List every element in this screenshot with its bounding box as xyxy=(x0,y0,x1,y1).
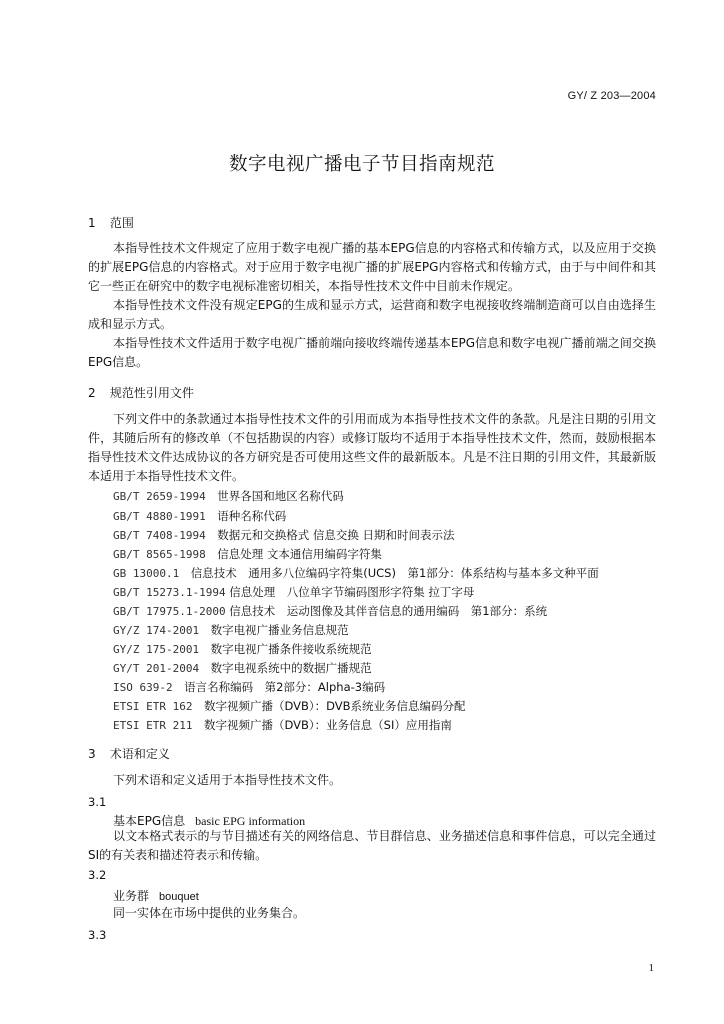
term-number: 3.1 xyxy=(88,795,107,809)
reference-name: 信息处理 八位单字节编码图形字符集 拉丁字母 xyxy=(229,585,475,599)
reference-name: 数字视频广播（DVB）：业务信息（SI）应用指南 xyxy=(203,718,452,732)
term-heading xyxy=(113,887,199,904)
reference-name: 数字电视广播业务信息规范 xyxy=(210,623,349,637)
reference-code: ETSI ETR 211 xyxy=(113,719,193,732)
reference-name: 数字电视系统中的数据广播规范 xyxy=(210,661,372,675)
scope-paragraph-3: 本指导性技术文件适用于数字电视广播前端向接收终端传递基本EPG信息和数字电视广播前端之间交换EPG信息。 xyxy=(88,336,656,369)
reference-code: ISO 639-2 xyxy=(113,681,173,694)
reference-item xyxy=(113,698,466,714)
reference-item xyxy=(113,527,455,543)
scope-paragraph-2: 本指导性技术文件没有规定EPG的生成和显示方式，运营商和数字电视接收终端制造商可以自由选择生成和显示方式。 xyxy=(88,298,656,331)
section-title: 术语和定义 xyxy=(109,747,170,761)
reference-item xyxy=(113,641,372,657)
page-number: 1 xyxy=(648,962,654,974)
scope-paragraph-1: 本指导性技术文件规定了应用于数字电视广播的基本EPG信息的内容格式和传输方式，以及应用于交换的扩展EPG信息的内容格式。对于应用于数字电视广播的扩展EPG内容格式和传输方式，由于与中间件和其它一些正在研究中的数字电视标准密切相关，本指导性技术文件中目前未作规定。 xyxy=(88,241,656,293)
reference-name: 信息技术 通用多八位编码字符集(UCS) 第1部分：体系结构与基本多文种平面 xyxy=(190,566,599,580)
section-heading-terms xyxy=(88,745,170,762)
reference-item xyxy=(113,603,547,619)
reference-name: 数字视频广播（DVB）：DVB系统业务信息编码分配 xyxy=(203,699,466,713)
document-title: 数字电视广播电子节目指南规范 xyxy=(228,154,495,175)
section-title: 规范性引用文件 xyxy=(109,386,194,400)
reference-name: 世界各国和地区名称代码 xyxy=(217,489,344,503)
reference-code: GB/T 4880-1991 xyxy=(113,510,206,523)
section-number: 2 xyxy=(88,386,96,400)
reference-code: GB/T 8565-1998 xyxy=(113,548,206,561)
reference-name: 信息技术 运动图像及其伴音信息的通用编码 第1部分：系统 xyxy=(229,604,548,618)
references-intro: 下列文件中的条款通过本指导性技术文件的引用而成为本指导性技术文件的条款。凡是注日期的引用文件，其随后所有的修改单（不包括勘误的内容）或修订版均不适用于本指导性技术文件，然而，鼓励根据本指导性技术文件达成协议的各方研究是否可使用这些文件的最新版本。凡是不注日期的引用文件，其最新版本适用于本指导性技术文件。 xyxy=(88,412,656,483)
section-number: 1 xyxy=(88,216,96,230)
reference-code: GY/T 201-2004 xyxy=(113,662,200,675)
reference-item xyxy=(113,660,372,676)
term-number: 3.3 xyxy=(88,928,107,942)
reference-name: 语种名称代码 xyxy=(217,509,287,523)
reference-code: ETSI ETR 162 xyxy=(113,700,193,713)
reference-item xyxy=(113,508,286,524)
section-number: 3 xyxy=(88,747,96,761)
reference-item xyxy=(113,584,474,600)
reference-name: 语言名称编码 第2部分：Alpha-3编码 xyxy=(184,680,386,694)
term-en: basic EPG information xyxy=(195,814,306,828)
reference-code: GB/T 15273.1-1994 xyxy=(113,586,226,599)
reference-name: 数据元和交换格式 信息交换 日期和时间表示法 xyxy=(217,528,455,542)
section-title: 范围 xyxy=(109,216,134,230)
section-heading-normative-references xyxy=(88,384,194,401)
reference-code: GB/T 17975.1-2000 xyxy=(113,605,226,618)
reference-item xyxy=(113,717,452,733)
term-zh: 业务群 xyxy=(113,889,150,903)
terms-intro: 下列术语和定义适用于本指导性技术文件。 xyxy=(113,773,342,787)
reference-name: 信息处理 文本通信用编码字符集 xyxy=(217,547,382,561)
reference-item xyxy=(113,565,599,581)
term-en: bouquet xyxy=(159,891,199,903)
reference-code: GB 13000.1 xyxy=(113,567,180,580)
reference-code: GB/T 7408-1994 xyxy=(113,529,206,542)
reference-code: GB/T 2659-1994 xyxy=(113,490,206,503)
reference-item xyxy=(113,488,344,504)
term-definition: 以文本格式表示的与节目描述有关的网络信息、节目群信息、业务描述信息和事件信息，可以完全通过SI的有关表和描述符表示和传输。 xyxy=(88,829,656,862)
reference-item xyxy=(113,622,349,638)
reference-name: 数字电视广播条件接收系统规范 xyxy=(210,642,372,656)
term-number: 3.2 xyxy=(88,868,107,882)
reference-item xyxy=(113,546,382,562)
reference-item xyxy=(113,679,385,695)
term-definition: 同一实体在市场中提供的业务集合。 xyxy=(113,906,306,920)
section-heading-scope xyxy=(88,214,134,231)
standard-code: GY/ Z 203—2004 xyxy=(567,90,656,102)
reference-code: GY/Z 175-2001 xyxy=(113,643,200,656)
term-zh: 基本EPG信息 xyxy=(113,814,186,828)
reference-code: GY/Z 174-2001 xyxy=(113,624,200,637)
